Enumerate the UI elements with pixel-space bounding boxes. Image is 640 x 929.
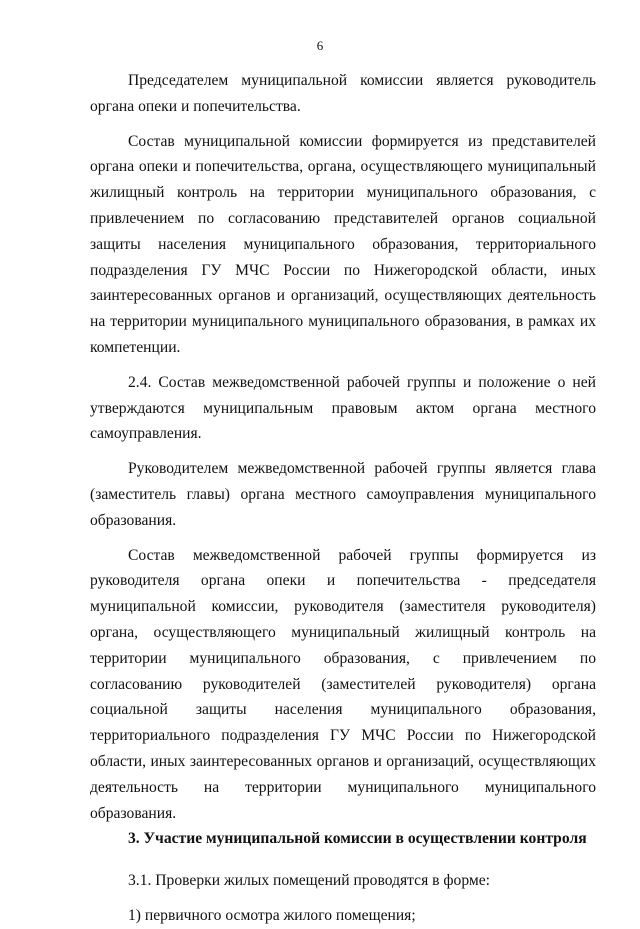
paragraph-working-group-composition: Состав межведомственной рабочей группы формируется из руководителя органа опеки и попечительства - председателя муниципальной комиссии, руководителя (заместителя руководителя) органа, осуществляющего муниципальный жилищный контроль на территории муниципального образования, с привлечением по согласованию руководителей (заместителей руководителя) органа социальной защиты населения муниципального образования, территориального подразделения ГУ МЧС России по Нижегородской области, иных заинтересованных органов и организаций, осуществляющих деятельность на территории муниципального муниципального образования.: [90, 546, 596, 822]
paragraph-commission-chair: Председателем муниципальной комиссии является руководитель органа опеки и попечительства.: [90, 72, 596, 115]
document-body: [90, 68, 596, 929]
paragraph-commission-composition: Состав муниципальной комиссии формируется из представителей органа опеки и попечительства, органа, осуществляющего муниципальный жилищный контроль на территории муниципального образования, с привлечением по согласованию представителей органов социальной защиты населения муниципального образования, территориального подразделения ГУ МЧС России по Нижегородской области, иных заинтересованных органов и организаций, осуществляющих деятельность на территории муниципального муниципального образования, в рамках их компетенции.: [90, 132, 596, 356]
list-item-1: 1) первичного осмотра жилого помещения;: [128, 906, 416, 924]
paragraph-working-group-head: Руководителем межведомственной рабочей группы является глава (заместитель главы) органа местного самоуправления муниципального образования.: [90, 460, 596, 529]
page-number: 6: [316, 38, 324, 53]
paragraph-2-4: 2.4. Состав межведомственной рабочей группы и положение о ней утверждаются муниципальным правовым актом органа местного самоуправления.: [90, 373, 596, 443]
paragraph-3-1: 3.1. Проверки жилых помещений проводятся в форме:: [128, 872, 491, 890]
section-heading: 3. Участие муниципальной комиссии в осуществлении контроля: [128, 830, 587, 848]
